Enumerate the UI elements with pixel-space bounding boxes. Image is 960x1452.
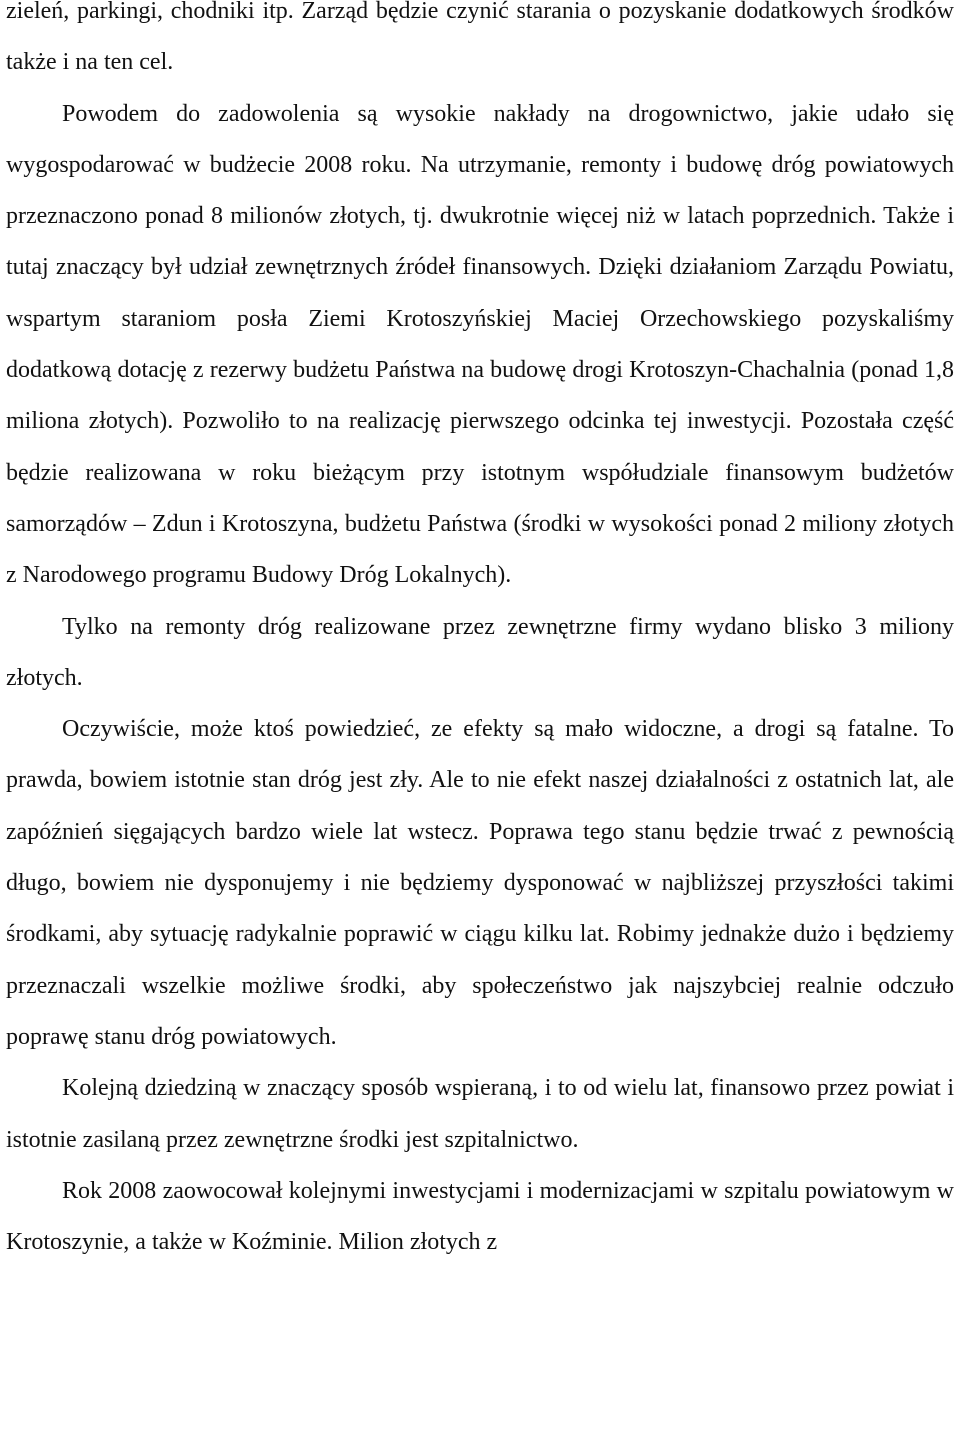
document-body — [6, 0, 954, 1268]
paragraph-road-repairs: Tylko na remonty dróg realizowane przez zewnętrzne firmy wydano blisko 3 miliony złotych. — [6, 613, 954, 691]
paragraph-hospital-investments: Rok 2008 zaowocował kolejnymi inwestycjami i modernizacjami w szpitalu powiatowym w Krotoszynie, a także w Koźminie. Milion złotych z — [6, 1177, 954, 1256]
paragraph-healthcare: Kolejną dziedziną w znaczący sposób wspieraną, i to od wielu lat, finansowo przez powiat i istotnie zasilaną przez zewnętrzne środki jest szpitalnictwo. — [6, 1075, 954, 1153]
paragraph-green-areas: zieleń, parkingi, chodniki itp. Zarząd będzie czynić starania o pozyskanie dodatkowych środków także i na ten cel. — [6, 0, 954, 76]
paragraph-road-investments: Powodem do zadowolenia są wysokie nakłady na drogownictwo, jakie udało się wygospodarować w budżecie 2008 roku. Na utrzymanie, remonty i budowę dróg powiatowych przeznaczono ponad 8 milionów złotych, tj. dwukrotnie więcej niż w latach poprzednich. Także i tutaj znaczący był udział zewnętrznych źródeł finansowych. Dzięki działaniom Zarządu Powiatu, wspartym staraniom posła Ziemi Krotoszyńskiej Maciej Orzechowskiego pozyskaliśmy dodatkową dotację z rezerwy budżetu Państwa na budowę drogi Krotoszyn-Chachalnia (ponad 1,8 miliona złotych). Pozwoliło to na realizację pierwszego odcinka tej inwestycji. Pozostała część będzie realizowana w roku bieżącym przy istotnym współudziale finansowym budżetów samorządów – Zdun i Krotoszyna, budżetu Państwa (środki w wysokości ponad 2 miliony złotych z Narodowego programu Budowy Dróg Lokalnych). — [6, 100, 954, 589]
paragraph-road-condition: Oczywiście, może ktoś powiedzieć, ze efekty są mało widoczne, a drogi są fatalne. To prawda, bowiem istotnie stan dróg jest zły. Ale to nie efekt naszej działalności z ostatnich lat, ale zapóźnień sięgających bardzo wiele lat wstecz. Poprawa tego stanu będzie trwać z pewnością długo, bowiem nie dysponujemy i nie będziemy dysponować w najbliższej przyszłości takimi środkami, aby sytuację radykalnie poprawić w ciągu kilku lat. Robimy jednakże dużo i będziemy przeznaczali wszelkie możliwe środki, aby społeczeństwo jak najszybciej realnie odczuło poprawę stanu dróg powiatowych. — [6, 716, 954, 1050]
